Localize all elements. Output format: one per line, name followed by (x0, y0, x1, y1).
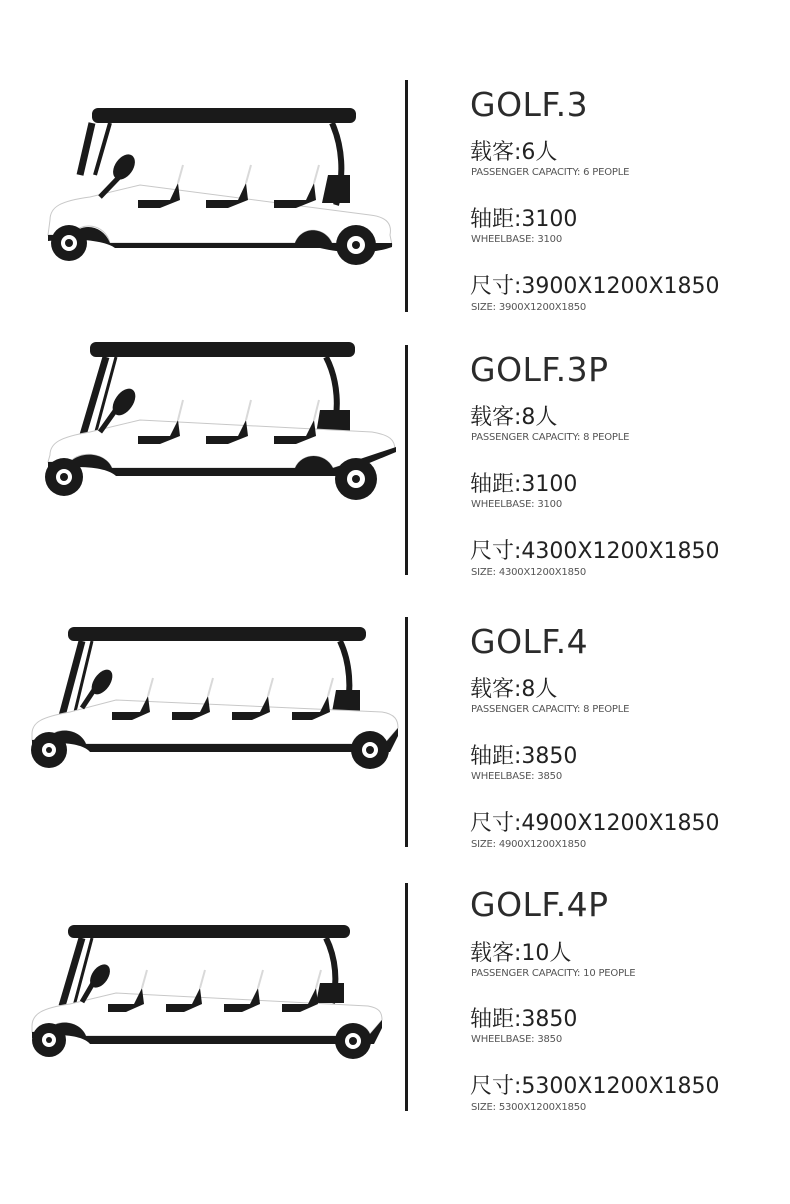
passenger-capacity-cn: 载客:6人 (470, 140, 558, 165)
vertical-divider (405, 617, 408, 847)
model-name: GOLF.4 (470, 622, 589, 661)
size-en: SIZE: 4900X1200X1850 (471, 839, 587, 850)
wheelbase-cn: 轴距:3850 (470, 744, 578, 769)
passenger-capacity-en: PASSENGER CAPACITY: 6 PEOPLE (471, 167, 630, 178)
size-cn: 尺寸:4300X1200X1850 (470, 539, 720, 564)
wheelbase-cn: 轴距:3100 (470, 472, 578, 497)
passenger-capacity-en: PASSENGER CAPACITY: 8 PEOPLE (471, 432, 630, 443)
golf-cart-4-row-plus-icon (20, 878, 410, 1148)
model-block-golf-3p (0, 340, 790, 610)
golf-cart-4-row-icon (20, 612, 410, 882)
wheelbase-cn: 轴距:3100 (470, 207, 578, 232)
size-cn: 尺寸:3900X1200X1850 (470, 274, 720, 299)
wheelbase-en: WHEELBASE: 3100 (471, 234, 562, 245)
model-name: GOLF.3 (470, 85, 589, 124)
wheelbase-en: WHEELBASE: 3100 (471, 499, 562, 510)
vertical-divider (405, 345, 408, 575)
passenger-capacity-en: PASSENGER CAPACITY: 10 PEOPLE (471, 968, 636, 979)
model-name: GOLF.3P (470, 350, 609, 389)
golf-cart-3-row-plus-icon (20, 340, 410, 610)
wheelbase-en: WHEELBASE: 3850 (471, 771, 562, 782)
model-name: GOLF.4P (470, 885, 609, 924)
model-block-golf-4 (0, 612, 790, 882)
size-en: SIZE: 3900X1200X1850 (471, 302, 587, 313)
size-cn: 尺寸:4900X1200X1850 (470, 811, 720, 836)
model-block-golf-3 (0, 75, 790, 345)
golf-cart-3-row-icon (20, 75, 410, 345)
wheelbase-en: WHEELBASE: 3850 (471, 1034, 562, 1045)
wheelbase-cn: 轴距:3850 (470, 1007, 578, 1032)
vertical-divider (405, 80, 408, 312)
size-en: SIZE: 5300X1200X1850 (471, 1102, 587, 1113)
passenger-capacity-en: PASSENGER CAPACITY: 8 PEOPLE (471, 704, 630, 715)
passenger-capacity-cn: 载客:8人 (470, 677, 558, 702)
passenger-capacity-cn: 载客:10人 (470, 941, 572, 966)
size-cn: 尺寸:5300X1200X1850 (470, 1074, 720, 1099)
passenger-capacity-cn: 载客:8人 (470, 405, 558, 430)
size-en: SIZE: 4300X1200X1850 (471, 567, 587, 578)
vertical-divider (405, 883, 408, 1111)
model-block-golf-4p (0, 878, 790, 1148)
